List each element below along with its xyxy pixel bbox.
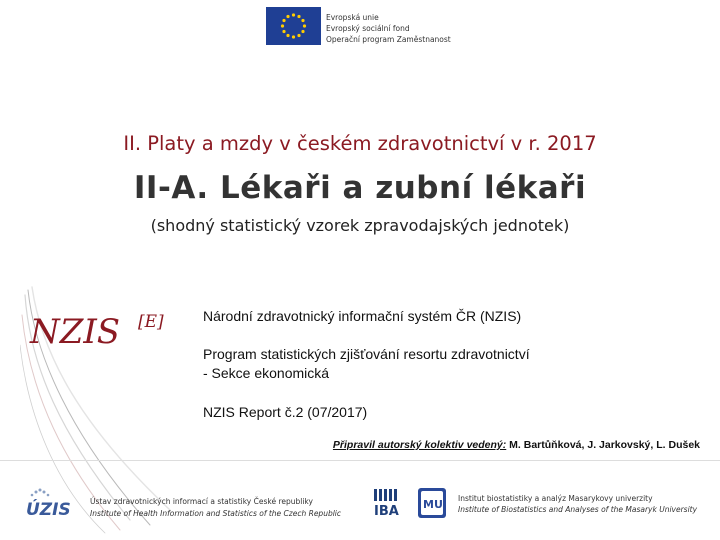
report-id: NZIS Report č.2 (07/2017)	[203, 404, 368, 420]
iba-logo-text: IBA	[374, 504, 399, 517]
eu-line-fund: Evropský sociální fond	[326, 24, 410, 33]
uzis-name-en: Institute of Health Information and Statistics of the Czech Republic	[90, 509, 341, 518]
page-subtitle: (shodný statistický vzorek zpravodajských jednotek)	[150, 216, 570, 235]
mu-logo-text: MU	[423, 498, 443, 511]
page-title: II-A. Lékaři a zubní lékaři	[133, 170, 587, 206]
system-name: Národní zdravotnický informační systém ČR (NZIS)	[203, 308, 522, 324]
program-line-1: Program statistických zjišťování resortu zdravotnictví	[203, 346, 530, 362]
eu-line-union: Evropská unie	[326, 13, 379, 22]
nzis-logo-text: NZIS	[30, 312, 121, 352]
iba-name-en: Institute of Biostatistics and Analyses of the Masaryk University	[458, 505, 698, 514]
iba-logo	[372, 487, 406, 517]
iba-name-cz: Institut biostatistiky a analýz Masarykovy univerzity	[458, 494, 653, 503]
mu-logo	[417, 487, 447, 519]
iba-institute-text	[458, 493, 708, 515]
uzis-institute-text	[90, 496, 341, 520]
uzis-name-cz: Ústav zdravotnických informací a statistiky České republiky	[90, 497, 313, 506]
program-description	[203, 345, 530, 383]
uzis-logo	[22, 487, 84, 523]
eu-funding-text	[326, 12, 451, 45]
section-title: II. Platy a mzdy v českém zdravotnictví v r. 2017	[123, 132, 597, 155]
uzis-logo-text: ÚZIS	[26, 500, 71, 520]
authors-line	[300, 439, 700, 451]
program-line-2: - Sekce ekonomická	[203, 365, 330, 381]
eu-line-program: Operační program Zaměstnanost	[326, 35, 451, 44]
authors-names: M. Bartůňková, J. Jarkovský, L. Dušek	[506, 439, 700, 451]
eu-flag-logo	[266, 7, 321, 45]
footer-divider	[0, 460, 720, 461]
authors-label: Připravil autorský kolektiv vedený:	[332, 439, 507, 451]
nzis-logo-superscript: [E]	[138, 312, 164, 332]
